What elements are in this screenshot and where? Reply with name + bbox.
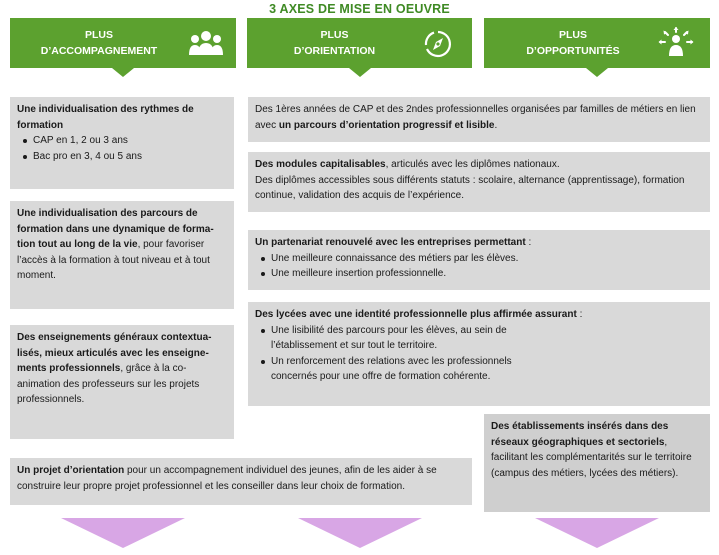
box-parcours [10, 201, 234, 309]
header-opportunites-line2: D’OPPORTUNITÉS [526, 45, 620, 57]
box-lycees [248, 302, 710, 406]
header-orientation [247, 18, 472, 68]
box-familles-text2: . [494, 119, 498, 131]
box-modules-text2: Des diplômes accessibles sous différents statuts : scolaire, alternance (apprentissage), formation continue, validation des acquis de l’expérience. [255, 174, 685, 201]
people-group-icon [188, 29, 224, 57]
list-item: Un renforcement des relations avec les professionnels concernés pour une offre de formation cohérente. [255, 354, 553, 385]
list-item: Bac pro en 3, 4 ou 5 ans [17, 149, 227, 165]
box-projet-orientation [10, 458, 472, 505]
box-projet-rest: pour un accompagnement individuel des jeunes, afin de les aider à se construire leur propre projet professionnel et les conseiller dans leur choix de formation. [17, 465, 437, 492]
box-modules-bold: Des modules capitalisables [255, 159, 386, 170]
box-familles-text1: Des 1ères années de CAP et des 2ndes professionnelles organisées par familles de métiers en lien avec [255, 104, 696, 131]
box-lycees-bold: Des lycées avec une identité professionnelle plus affirmée assurant [255, 309, 577, 320]
list-item: CAP en 1, 2 ou 3 ans [17, 133, 227, 149]
list-item: Une meilleure connaissance des métiers par les élèves. [255, 251, 703, 267]
header-orientation-line2: D’ORIENTATION [293, 45, 376, 57]
box-parcours-rest: , pour favoriser l’accès à la formation à tout niveau et à tout moment. [17, 239, 210, 281]
box-projet-bold: Un projet d’orientation [17, 465, 125, 476]
box-lycees-title [255, 307, 703, 323]
header-accompagnement-line2: D’ACCOMPAGNEMENT [40, 45, 158, 57]
box-lycees-tail: : [576, 309, 583, 320]
box-modules-text1: , articulés avec les diplômes nationaux. [385, 159, 560, 170]
box-reseaux [484, 414, 710, 512]
diagram-title: 3 AXES DE MISE EN OEUVRE [269, 2, 450, 16]
box-rythmes-list [17, 133, 227, 164]
box-rythmes-bold: Une individualisation des rythmes de formation [17, 104, 194, 131]
box-partenariat-title [255, 235, 703, 251]
header-accompagnement [10, 18, 236, 68]
down-arrow-middle [298, 518, 422, 548]
box-partenariat-tail: : [525, 237, 532, 248]
header-opportunites-line1: PLUS [558, 29, 587, 41]
box-parcours-bold1: Une individualisation des parcours de formation [17, 208, 198, 235]
box-parcours-bold2: dans une dynamique de forma-tion tout au long de la vie [17, 223, 214, 250]
box-rythmes [10, 97, 234, 189]
box-lycees-list [255, 323, 703, 385]
box-reseaux-rest: , facilitant les complémentarités sur le territoire (campus des métiers, lycées des métiers). [491, 436, 692, 479]
header-orientation-line1: PLUS [320, 29, 349, 41]
box-enseignements-rest: , grâce à la co-animation des professeurs sur les projets professionnels. [17, 363, 200, 405]
header-opportunites [484, 18, 710, 68]
box-enseignements [10, 325, 234, 439]
person-opportunities-icon [658, 27, 694, 59]
box-enseignements-bold: Des enseignements généraux contextua-lisés, mieux articulés avec les enseigne-ments professionnels [17, 332, 212, 374]
box-modules [248, 152, 710, 212]
box-partenariat-list [255, 251, 703, 282]
compass-icon [423, 29, 453, 59]
box-familles-bold: un parcours d’orientation progressif et lisible [278, 119, 495, 131]
header-accompagnement-line1: PLUS [84, 29, 113, 41]
box-reseaux-bold: Des établissements insérés dans des réseaux géographiques et sectoriels [491, 421, 669, 448]
box-partenariat-bold: Un partenariat renouvelé avec les entreprises permettant [255, 237, 526, 248]
box-rythmes-title [17, 102, 227, 133]
list-item: Une meilleure insertion professionnelle. [255, 266, 703, 282]
down-arrow-right [535, 518, 659, 548]
list-item: Une lisibilité des parcours pour les élèves, au sein de l’établissement et sur tout le territoire. [255, 323, 553, 354]
box-partenariat [248, 230, 710, 290]
box-familles-metiers [248, 97, 710, 142]
down-arrow-left [61, 518, 185, 548]
